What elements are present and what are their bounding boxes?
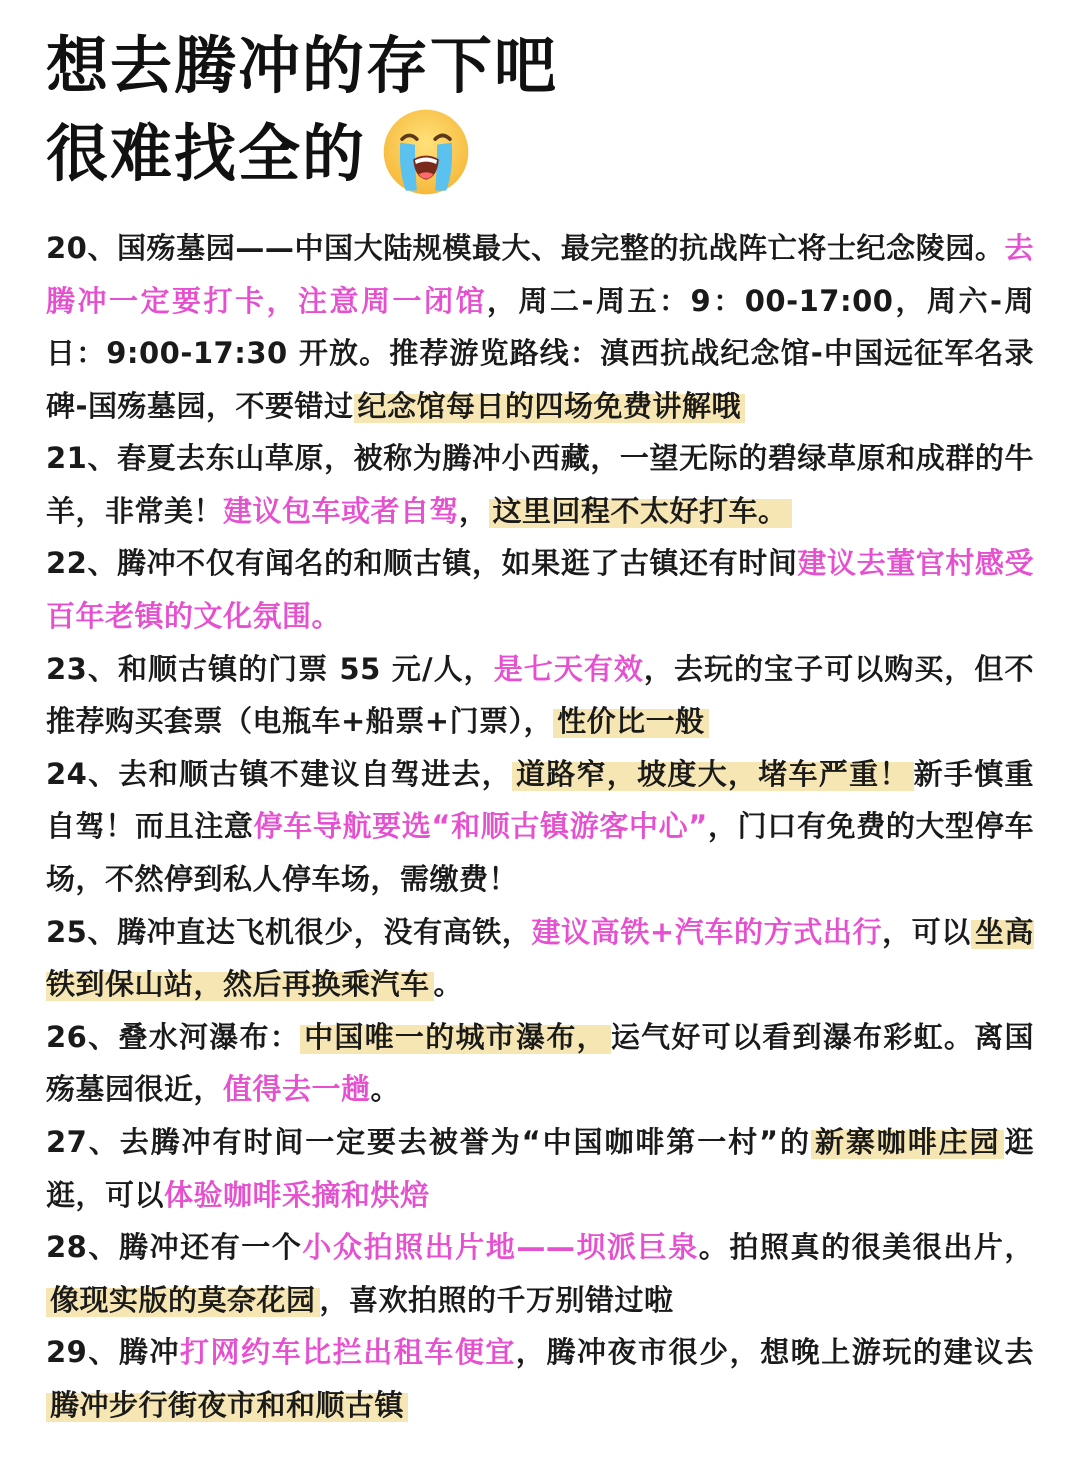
tip-item-23 [46, 643, 1034, 748]
body-text: 24、去和顺古镇不建议自驾进去， [46, 756, 513, 791]
pink-emphasis-text: 建议去董官村感受百年老镇的文化氛围。 [46, 546, 1034, 634]
pink-emphasis-text: 建议包车或者自驾 [223, 493, 460, 528]
highlighted-text: 腾冲步行街夜市和和顺古镇 [46, 1388, 408, 1422]
body-text: 。 [433, 967, 464, 1002]
body-text: 21、春夏去东山草原，被称为腾冲小西藏，一望无际的碧绿草原和成群的牛羊，非常美！ [46, 441, 1034, 528]
tip-item-28 [46, 1221, 1034, 1326]
body-text: 23、和顺古镇的门票 55 元/人， [46, 651, 494, 686]
title-line-2-wrap [46, 110, 1034, 204]
highlighted-text: 道路窄，坡度大，堵车严重！ [512, 757, 914, 791]
highlighted-text: 新寨咖啡庄园 [811, 1125, 1005, 1159]
body-text: 新手慎重自驾！而且注意 [46, 756, 1034, 844]
title-line-1: 想去腾冲的存下吧 [46, 29, 559, 102]
highlighted-text: 坐高铁到保山站，然后再换乘汽车 [46, 914, 1034, 1002]
body-text: ，门口有免费的大型停车场，不然停到私人停车场，需缴费！ [46, 809, 1034, 897]
body-text: ，腾冲夜市很少，想晚上游玩的建议去 [515, 1335, 1034, 1370]
tip-item-20 [46, 222, 1034, 432]
crying-face-emoji-icon [380, 106, 472, 198]
body-text: ，可以 [882, 914, 971, 949]
tip-item-21 [46, 432, 1034, 537]
page-title [46, 22, 1034, 204]
tip-item-26 [46, 1011, 1034, 1116]
tip-item-22 [46, 537, 1034, 642]
pink-emphasis-text: 值得去一趟 [223, 1072, 371, 1107]
highlighted-text: 性价比一般 [553, 704, 709, 738]
highlighted-text: 纪念馆每日的四场免费讲解哦 [354, 389, 746, 423]
body-text: 29、腾冲 [46, 1335, 180, 1370]
pink-emphasis-text: 打网约车比拦出租车便宜 [180, 1335, 516, 1370]
highlighted-text: 中国唯一的城市瀑布， [300, 1020, 611, 1054]
body-text: 26、叠水河瀑布： [46, 1019, 301, 1054]
body-text: ，周二-周五：9：00-17:00，周六-周日：9:00-17:30 开放。推荐游览路线：滇西抗战纪念馆-中国远征军名录碑-国殇墓园，不要错过 [46, 283, 1034, 423]
pink-emphasis-text: 体验咖啡采摘和烘焙 [164, 1177, 430, 1212]
tip-item-25 [46, 906, 1034, 1011]
pink-emphasis-text: 是七天有效 [493, 651, 644, 686]
body-text: 。 [370, 1072, 401, 1107]
pink-emphasis-text: 建议高铁+汽车的方式出行 [531, 914, 883, 949]
body-text: 20、国殇墓园——中国大陆规模最大、最完整的抗战阵亡将士纪念陵园。 [46, 230, 1005, 265]
highlighted-text: 像现实版的莫奈花园 [46, 1283, 320, 1317]
body-text: 28、腾冲还有一个 [46, 1230, 303, 1265]
body-text: 25、腾冲直达飞机很少，没有高铁， [46, 914, 532, 949]
pink-emphasis-text: 小众拍照出片地——坝派巨泉 [302, 1230, 699, 1265]
body-text: 。拍照真的很美很出片， [698, 1230, 1034, 1265]
tip-item-29 [46, 1326, 1034, 1431]
title-line-2: 很难找全的 [46, 117, 367, 190]
pink-emphasis-text: 停车导航要选“和顺古镇游客中心” [253, 809, 708, 844]
tips-content [46, 222, 1034, 1432]
body-text: ，喜欢拍照的千万别错过啦 [319, 1282, 674, 1317]
body-text: ， [459, 493, 489, 528]
body-text: 运气好可以看到瀑布彩虹。离国殇墓园很近， [46, 1019, 1034, 1107]
tip-item-27 [46, 1116, 1034, 1221]
tip-item-24 [46, 748, 1034, 906]
pink-emphasis-text: 去腾冲一定要打卡，注意周一闭馆 [46, 230, 1034, 318]
body-text: 逛逛，可以 [46, 1125, 1034, 1212]
body-text: 27、去腾冲有时间一定要去被誉为“中国咖啡第一村”的 [46, 1125, 811, 1159]
body-text: 22、腾冲不仅有闻名的和顺古镇，如果逛了古镇还有时间 [46, 546, 798, 581]
highlighted-text: 这里回程不太好打车。 [489, 494, 792, 528]
body-text: ，去玩的宝子可以购买，但不推荐购买套票（电瓶车+船票+门票）， [46, 651, 1034, 739]
